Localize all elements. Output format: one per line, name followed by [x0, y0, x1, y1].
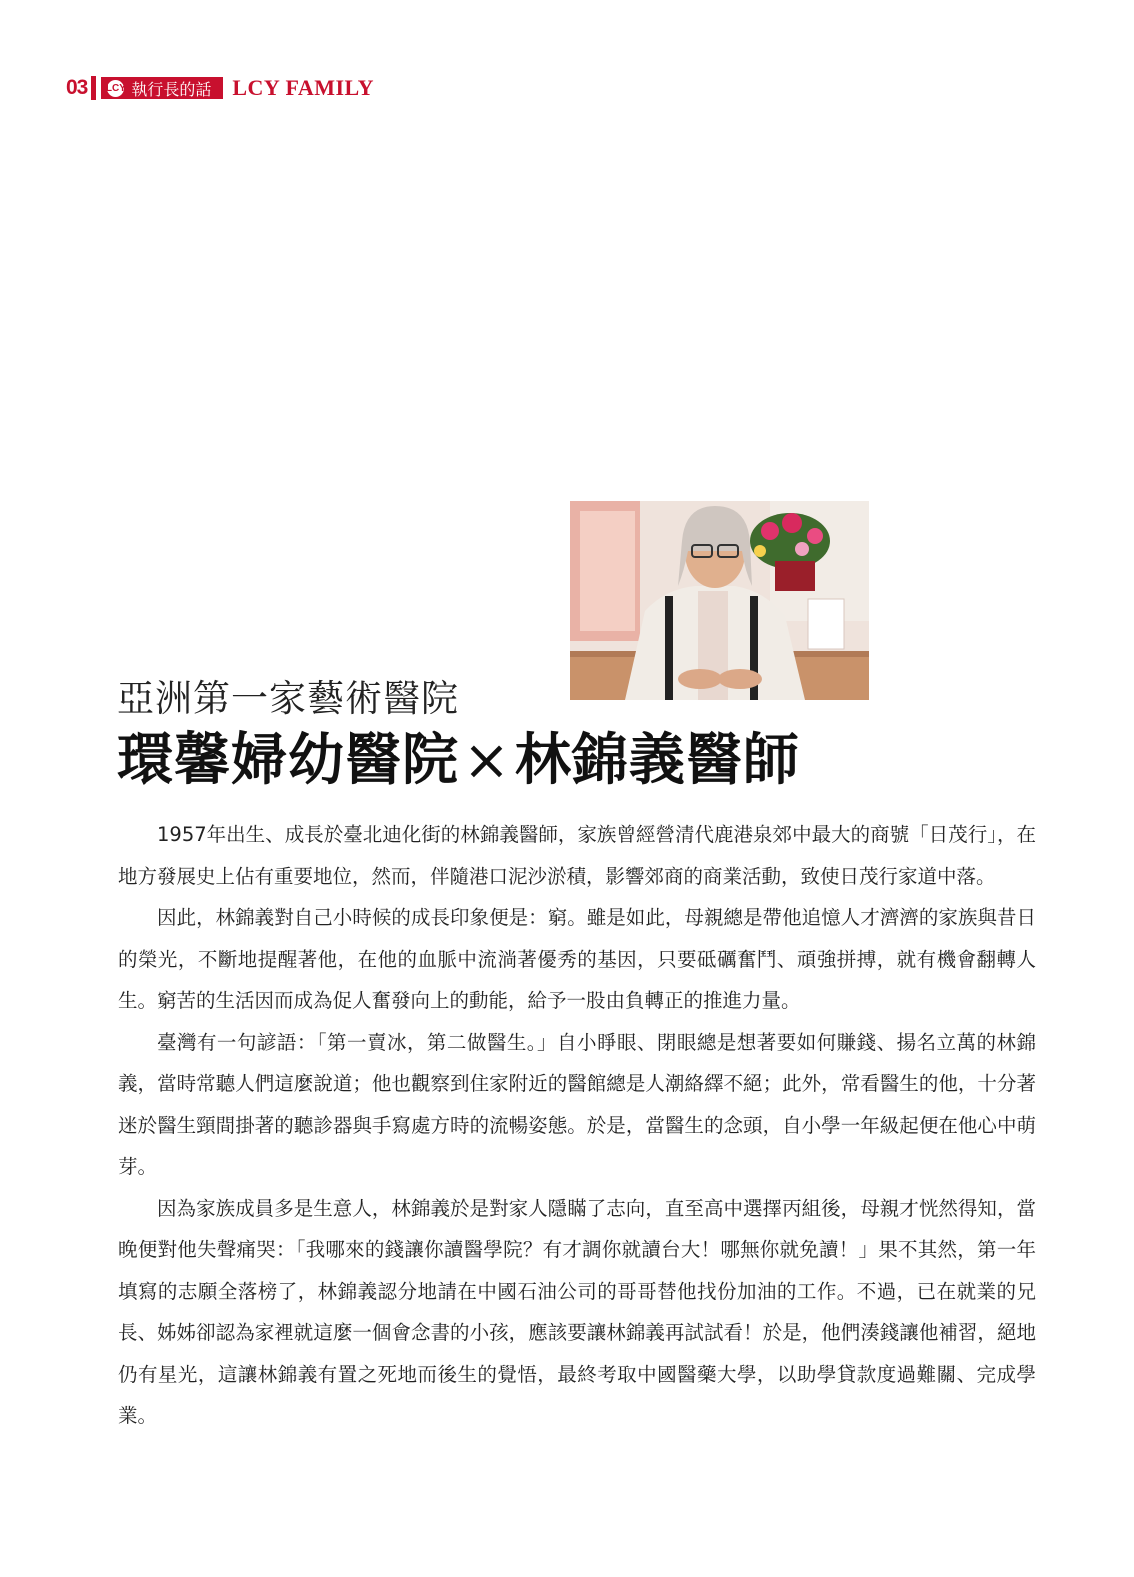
paragraph: 臺灣有一句諺語：「第一賣冰，第二做醫生。」自小睜眼、閉眼總是想著要如何賺錢、揚名立萬的林錦義，當時常聽人們這麼說道；他也觀察到住家附近的醫館總是人潮絡繹不絕；此外，常看醫生的他，十分著迷於醫生頸間掛著的聽診器與手寫處方時的流暢姿態。於是，當醫生的念頭，自小學一年級起便在他心中萌芽。 [118, 1030, 1036, 1178]
title-doctor: 林錦義醫師 [514, 727, 800, 793]
article-body [118, 814, 1036, 1437]
portrait-photo-icon [570, 501, 869, 700]
portrait-photo [570, 501, 869, 700]
article-subtitle: 亞洲第一家藝術醫院 [117, 677, 459, 720]
paragraph: 1957年出生、成長於臺北迪化街的林錦義醫師，家族曾經營清代鹿港泉郊中最大的商號「日茂行」，在地方發展史上佔有重要地位，然而，伴隨港口泥沙淤積，影響郊商的商業活動，致使日茂行家道中落。 [118, 823, 1036, 888]
paragraph: 因此，林錦義對自己小時候的成長印象便是：窮。雖是如此，母親總是帶他追憶人才濟濟的家族與昔日的榮光，不斷地提醒著他，在他的血脈中流淌著優秀的基因，只要砥礪奮鬥、頑強拼搏，就有機會翻轉人生。窮苦的生活因而成為促人奮發向上的動能，給予一股由負轉正的推進力量。 [118, 906, 1036, 1012]
title-hospital: 環馨婦幼醫院 [117, 727, 459, 793]
lcy-logo-icon: LCY [107, 80, 124, 97]
paragraph: 因為家族成員多是生意人，林錦義於是對家人隱瞞了志向，直至高中選擇丙組後，母親才恍然得知，當晚便對他失聲痛哭：「我哪來的錢讓你讀醫學院？有才調你就讀台大！哪無你就免讀！」果不其然，第一年填寫的志願全落榜了，林錦義認分地請在中國石油公司的哥哥替他找份加油的工作。不過，已在就業的兄長、姊姊卻認為家裡就這麼一個會念書的小孩，應該要讓林錦義再試試看！於是，他們湊錢讓他補習，絕地仍有星光，這讓林錦義有置之死地而後生的覺悟，最終考取中國醫藥大學，以助學貸款度過難關、完成學業。 [118, 1196, 1036, 1427]
section-tag [101, 77, 223, 99]
title-cross: × [463, 728, 511, 793]
section-label: 執行長的話 [131, 79, 212, 99]
page-header [66, 75, 374, 101]
header-divider [91, 76, 96, 100]
article-title [117, 716, 800, 796]
page-number: 03 [66, 76, 88, 99]
brand-name: LCY FAMILY [232, 75, 375, 100]
